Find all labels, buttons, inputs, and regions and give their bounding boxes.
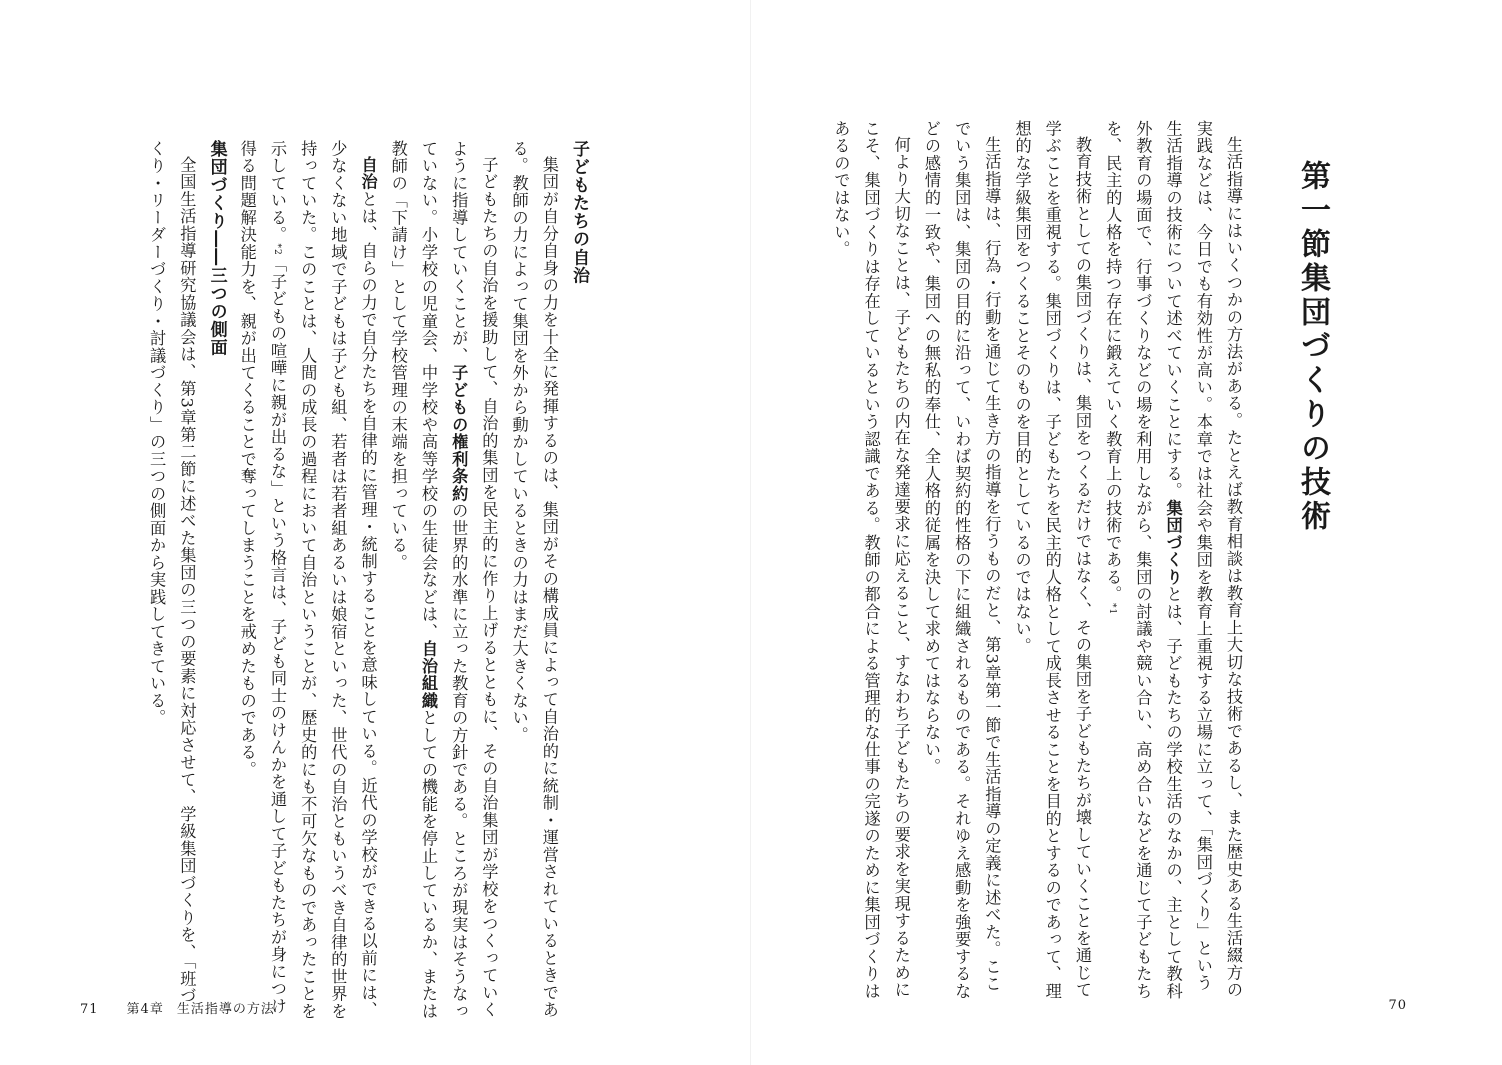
- section-title: [1282, 120, 1342, 1000]
- paragraph: [232, 140, 383, 1020]
- running-head-title: 生活指導の方法: [176, 1002, 275, 1017]
- paragraph: [141, 140, 201, 1020]
- right-page-text: [831, 120, 1342, 1000]
- left-paragraphs-b: [141, 140, 201, 1020]
- key-term: 集団づくり: [1163, 499, 1183, 586]
- text-run: とは、子どもたちの学校生活のなかの、主として教科外教育の場面で、行事づくりなどの場を利用しながら、集団の討議や競い合い、高め合いなどを通じて子どもたちを、民主的人格を持つ存在に鍛えていく教育上の技術である。: [1103, 120, 1183, 1000]
- section-heading: 集団づくりの技術: [1295, 262, 1330, 534]
- text-run: 教育技術としての集団づくりは、集団をつくるだけではなく、その集団を子どもたちが壊していくことを通じて学ぶことを重視する。集団づくりは、子どもたちを民主的人格として成長させることを目的とするのであって、理想的な学級集団をつくることそのものを目的としているのではない。: [1012, 120, 1092, 1000]
- key-term: 自治: [358, 156, 378, 191]
- text-run: としての機能を停止しているか、または教師の「下請け」として学校管理の末端を担っている。: [388, 140, 438, 1020]
- paragraph: [916, 120, 1007, 1000]
- key-term: 自治組織: [418, 640, 438, 710]
- running-head-chapter: 第4章: [126, 1002, 164, 1017]
- page-number-left: 71: [80, 1002, 99, 1017]
- text-run: の世界的水準に立った教育の方針である。ところが現実はそうなっていない。小学校の児童会、中学校や高等学校の生徒会などは、: [418, 140, 469, 1020]
- footnote-marker: *1: [1107, 603, 1118, 616]
- text-run: 生活指導にはいくつかの方法がある。たとえば教育相談は教育上大切な技術であるし、また歴史ある生活綴方の実践などは、今日でも有効性が高い。本章では社会や集団を教育上重視する立場に立って、「集団づくり」という生活指導の技術について述べていくことにする。: [1163, 120, 1243, 999]
- right-paragraphs: [825, 120, 1248, 1000]
- text-run: 「子どもの喧嘩に親が出るな」という格言は、子ども同士のけんかを通して子どもたちが身につけ得る問題解決能力を、親が出てくることで奪ってしまうことを戒めたものである。: [237, 140, 287, 1015]
- gutter: [750, 0, 751, 1065]
- paragraph: [503, 140, 563, 1020]
- key-term: 子どもの権利条約: [449, 364, 469, 503]
- running-footer-left: [80, 998, 275, 1017]
- paragraph: [1006, 120, 1097, 1000]
- left-paragraphs-a: [232, 140, 564, 1020]
- paragraph: [383, 140, 504, 1020]
- text-run: 生活指導は、行為・行動を通じて生き方の指導を行うものだと、第3章第一節で生活指導の定義に述べた。ここでいう集団は、集団の目的に沿って、いわば契約的性格の下に組織されるものである。それゆえ感動を強要するなどの感情的一致や、集団への無私的奉仕、全人格的従属を決して求めてはならない。: [921, 120, 1002, 1000]
- subheading-autonomy: 子どもたちの自治: [569, 140, 589, 285]
- text-run: 子どもたちの自治を援助して、自治的集団を民主的に作り上げるとともに、その自治集団が学校をつくっていくように指導していくことが、: [449, 140, 499, 1019]
- footnote-marker: *2: [271, 243, 282, 256]
- text-run: 全国生活指導研究協議会は、第3章第二節に述べた集団の三つの要素に対応させて、学級集団づくりを、「班づくり・リーダーづくり・討議づくり」の三つの側面から実践してきている。: [147, 140, 197, 1005]
- paragraph: [825, 120, 916, 1000]
- subheading-three-aspects: 集団づくり――三つの側面: [206, 140, 227, 357]
- page-number-right: 70: [1388, 998, 1407, 1013]
- left-page-text: [147, 140, 594, 1020]
- section-number: 第一節: [1295, 160, 1330, 262]
- paragraph: [1097, 120, 1248, 1000]
- text-run: 何より大切なことは、子どもたちの内在な発達要求に応えること、すなわち子どもたちの要求を実現するためにこそ、集団づくりは存在しているという認識である。教師の都合による管理的な仕事の完遂のために集団づくりはあるのではない。: [831, 120, 911, 1000]
- text-run: とは、自らの力で自分たちを自律的に管理・統制することを意味している。近代の学校ができる以前には、少なくない地域で子どもは子ども組、若者は若者組あるいは娘宿といった、世代の自治ともいうべき自律的世界を持っていた。このことは、人間の成長の過程において自治ということが、歴史的にも不可欠なものであったことを示している。: [267, 140, 378, 1020]
- text-run: 集団が自分自身の力を十全に発揮するのは、集団がその構成員によって自治的に統制・運営されているときである。教師の力によって集団を外から動かしているときの力はまだ大きくない。: [509, 140, 559, 1019]
